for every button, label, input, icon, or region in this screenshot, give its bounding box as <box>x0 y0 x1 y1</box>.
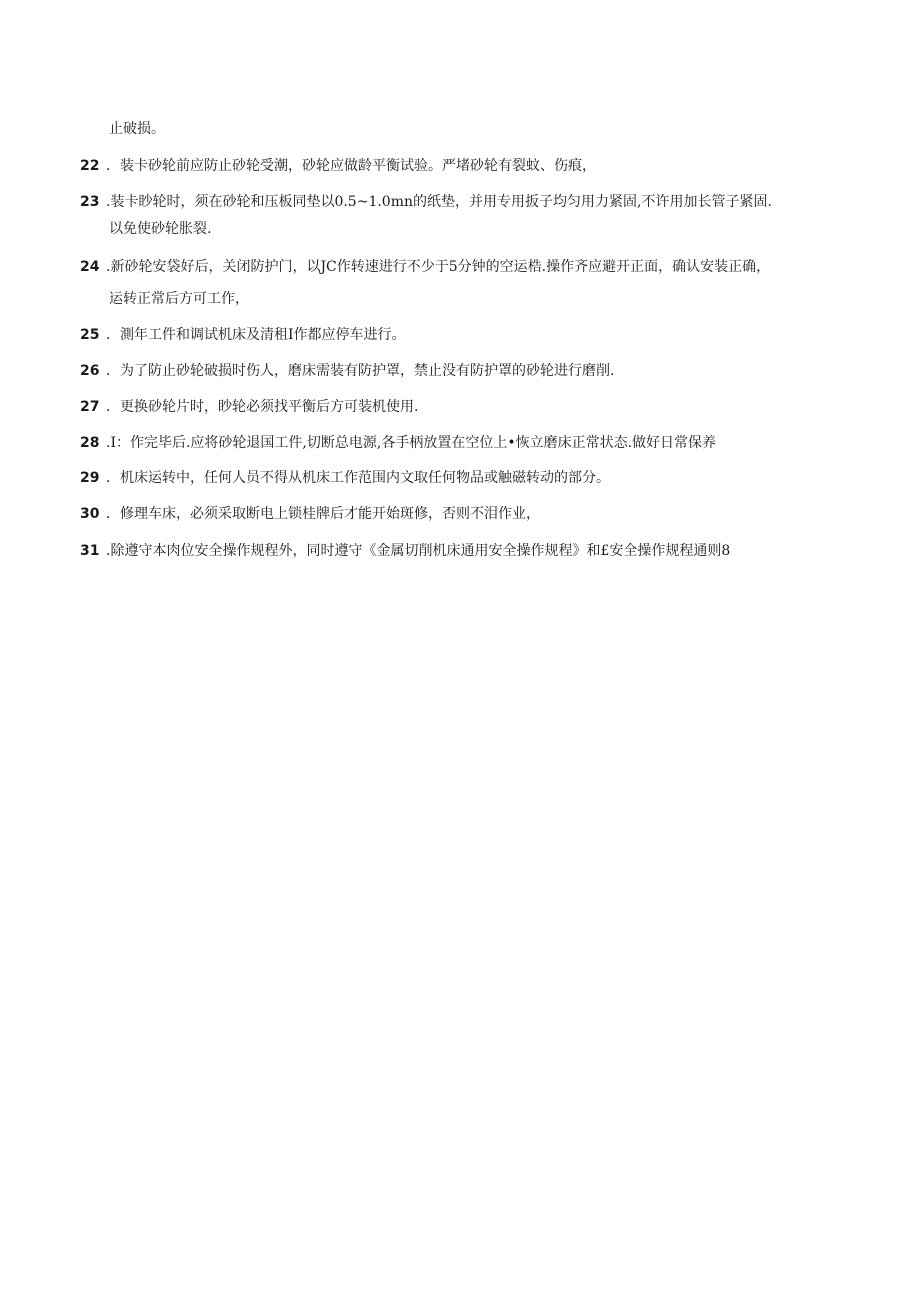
item-number: 30 <box>80 506 100 522</box>
item-number: 27 <box>80 399 100 415</box>
item-text-continued: 运转正常后方可工作， <box>109 291 249 307</box>
item-number: 22 <box>80 158 100 174</box>
item-text: ．机床运转中，任何人员不得从机床工作范围内文取任何物品或触磁转动的部分。 <box>106 470 610 486</box>
item-number: 26 <box>80 363 100 379</box>
item-number: 25 <box>80 327 100 343</box>
item-text: .I：作完毕后.应将砂轮退国工件,切断总电源,各手柄放置在空位上•恢立磨床正常状态.做好日常保养 <box>106 435 717 451</box>
item-text: ．測年工件和调试机床及清租I作都应停车进行。 <box>106 327 406 343</box>
item-number: 24 <box>80 259 100 275</box>
item-text-continued: 以免使砂轮胀裂. <box>109 221 212 237</box>
item-text: .装卡眇轮时，须在砂轮和压板同垫以0.5~1.0mn的纸垫，并用专用扳子均匀用力紧固,不许用加长管子紧固. <box>106 194 772 210</box>
item-text: ．更换砂轮片时，眇轮必须找平衡后方可装机使用. <box>106 399 419 415</box>
item-number: 29 <box>80 470 100 486</box>
item-number: 28 <box>80 435 100 451</box>
paragraph-fragment: 止破损。 <box>109 121 165 137</box>
item-number: 31 <box>80 543 100 559</box>
item-text: .除遵守本肉位安全操作规程外，同时遵守《金属切削机床通用安全操作规程》和£安全操作规程通则8 <box>106 543 731 559</box>
item-text: .新砂轮安袋好后，关闭防护门，以JC作转速进行不少于5分钟的空运梏.操作齐应避开正面，确认安装正确， <box>106 259 771 275</box>
item-text: ．装卡砂轮前应防止砂轮受潮，砂轮应做龄平衡试验。严堵砂轮有裂蚊、伤痕， <box>106 158 596 174</box>
item-text: ．为了防止砂轮破损时伤人，磨床需装有防护罩，禁止没有防护罩的砂轮进行磨削. <box>106 363 615 379</box>
item-number: 23 <box>80 194 100 210</box>
item-text: ．修理车床，必须采取断电上锁桂牌后才能开始斑修，否则不泪作业， <box>106 506 540 522</box>
